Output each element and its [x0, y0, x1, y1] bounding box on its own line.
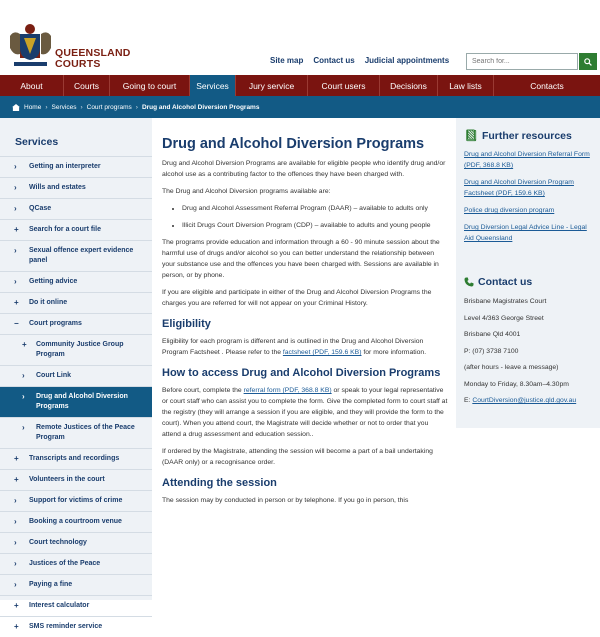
main-content [162, 118, 448, 600]
intro-paragraph: Drug and Alcohol Diversion Programs are available for eligible people who identify drug and/or alcohol use as a contributing factor to the offences they have been charged with. [162, 160, 446, 178]
contact-line: P: (07) 3738 7100 [464, 347, 519, 355]
nav-court-users[interactable]: Court users [308, 75, 380, 96]
referral-form-link[interactable]: referral form (PDF, 368.8 KB) [243, 387, 332, 394]
sidebar-item-label: SMS reminder service [29, 623, 103, 630]
sidebar-item-label: Support for victims of crime [29, 497, 123, 504]
sidebar-list [0, 156, 152, 637]
chevron-right-icon: › [45, 103, 48, 111]
chevron-right-icon: › [14, 162, 17, 171]
list-item: • Drug and Alcohol Assessment Referral Program (DAAR) – available to adults only [182, 203, 448, 214]
breadcrumb-court-programs[interactable]: Court programs [86, 103, 132, 111]
nav-jury-service[interactable]: Jury service [236, 75, 308, 96]
programs-list [182, 203, 448, 231]
referral-form-resource-link[interactable]: Drug and Alcohol Diversion Referral Form (PDF, 368.8 KB) [464, 151, 590, 169]
logo-line1: QUEENSLAND [55, 47, 131, 59]
phone-icon [464, 277, 474, 287]
sidebar-item-label: Court programs [29, 320, 82, 327]
eligibility-text: Eligibility for each program is different and is outlined in the Drug and Alcohol Diversion Program Factsheet . Please refer to the [162, 338, 424, 356]
sessions-paragraph: The programs provide education and information through a 60 - 90 minute session about the harmful use of drugs and/or alcohol so you can better understand the relationship between your substance use and the offences you have been charged with. Sessions are available in person, or by phone. [162, 239, 440, 279]
sidebar-item[interactable] [0, 469, 152, 490]
logo-line2: COURTS [55, 58, 101, 70]
plus-icon: + [14, 298, 19, 307]
sidebar-item-label: Sexual offence expert evidence panel [29, 247, 134, 264]
chevron-right-icon: › [14, 559, 17, 568]
sidebar-item[interactable] [0, 616, 152, 637]
plus-icon: + [14, 454, 19, 463]
breadcrumb [0, 96, 600, 118]
chevron-right-icon: › [14, 277, 17, 286]
queensland-crest-logo[interactable] [8, 22, 53, 70]
sidebar-item-label: Court Link [36, 372, 71, 379]
search-input[interactable] [467, 54, 577, 69]
chevron-right-icon: › [22, 423, 25, 432]
sidebar-item-label: Getting an interpreter [29, 163, 101, 170]
book-icon: 📗︎ [464, 130, 478, 142]
plus-icon: + [14, 475, 19, 484]
breadcrumb-current: Drug and Alcohol Diversion Programs [141, 103, 260, 111]
list-item: • Illicit Drugs Court Diversion Program (CDP) – available to adults and young people [182, 220, 448, 231]
sidebar [0, 118, 152, 631]
plus-icon: + [14, 622, 19, 631]
attending-heading: Attending the session [162, 477, 277, 489]
contact-line: Level 4/363 George Street [464, 314, 544, 322]
plus-icon: + [14, 601, 19, 610]
sidebar-item-label: Interest calculator [29, 602, 90, 609]
right-panel [456, 118, 600, 428]
sidebar-item[interactable] [0, 532, 152, 553]
sidebar-item[interactable] [0, 334, 152, 365]
search-button[interactable] [579, 53, 597, 70]
contact-us-link[interactable]: Contact us [313, 56, 355, 65]
contact-line: Monday to Friday, 8.30am–4.30pm [464, 380, 569, 388]
chevron-right-icon: › [14, 183, 17, 192]
sidebar-item[interactable] [0, 177, 152, 198]
further-resources-heading [464, 129, 572, 142]
contact-line: (after hours - leave a message) [464, 364, 559, 371]
search-box [466, 53, 578, 70]
further-resources-title: Further resources [481, 129, 572, 142]
access-text-end: or speak to your legal representative or court staff who can assist you to complete the form. Give the completed form to court staff at the registry (they will arrange a session if you are eligible, and they will provide the form to the court). When you attend court, the Magistrate will decide whether or not to order that you attend a drug assessment and education session.. [162, 387, 448, 438]
factsheet-resource-link[interactable]: Drug and Alcohol Diversion Program Factsheet (PDF, 159.6 KB) [464, 179, 574, 197]
contact-line: Brisbane Magistrates Court [464, 298, 547, 305]
sidebar-item-label: Drug and Alcohol Diversion Programs [36, 393, 128, 410]
sidebar-item-label: Booking a courtroom venue [29, 518, 122, 525]
contact-line: Brisbane Qld 4001 [464, 331, 521, 338]
attending-paragraph: The session may by conducted in person or by telephone. If you go in person, this [162, 497, 409, 504]
chevron-right-icon: › [80, 103, 83, 111]
access-paragraph [162, 385, 448, 440]
sidebar-item[interactable] [0, 574, 152, 595]
sidebar-item[interactable] [0, 271, 152, 292]
sidebar-item[interactable] [0, 386, 152, 417]
sidebar-item-label: Search for a court file [29, 226, 101, 233]
sidebar-item[interactable] [0, 490, 152, 511]
email-label: E: [464, 397, 473, 404]
sidebar-item-label: Justices of the Peace [29, 560, 101, 567]
sidebar-item-label: Getting advice [29, 278, 78, 285]
sidebar-item-label: Transcripts and recordings [29, 455, 120, 462]
judicial-appointments-link[interactable]: Judicial appointments [364, 56, 450, 65]
eligibility-text-end: for more information. [361, 349, 427, 356]
site-header [0, 0, 600, 75]
chevron-right-icon: › [14, 204, 17, 213]
utility-links [270, 56, 449, 65]
sidebar-item-label: Volunteers in the court [29, 476, 105, 483]
nav-about[interactable]: About [0, 75, 64, 96]
contact-us-heading [464, 276, 532, 288]
sidebar-item[interactable] [0, 198, 152, 219]
sidebar-item-label: QCase [29, 205, 52, 212]
search-icon [584, 58, 592, 66]
sidebar-item[interactable] [0, 417, 152, 448]
police-diversion-link[interactable]: Police drug diversion program [464, 207, 555, 214]
sidebar-item-label: Community Justice Group Program [36, 341, 124, 358]
chevron-right-icon: › [14, 246, 17, 255]
sidebar-item-label: Paying a fine [29, 581, 73, 588]
nav-contacts[interactable]: Contacts [530, 80, 564, 91]
sidebar-item[interactable] [0, 240, 152, 271]
home-icon [12, 104, 20, 111]
nav-law-lists[interactable]: Law lists [438, 75, 494, 96]
resources-list [464, 149, 596, 250]
sidebar-item[interactable] [0, 365, 152, 386]
sidebar-title[interactable]: Services [15, 136, 59, 148]
chevron-right-icon: › [22, 392, 25, 401]
sidebar-item[interactable] [0, 292, 152, 313]
contact-email-line [464, 395, 598, 406]
email-link[interactable]: CourtDiversion@justice.qld.gov.au [472, 397, 577, 404]
sidebar-item[interactable] [0, 219, 152, 240]
sidebar-item[interactable] [0, 313, 152, 334]
nav-decisions[interactable]: Decisions [380, 75, 438, 96]
sidebar-item[interactable] [0, 448, 152, 469]
sidebar-item[interactable] [0, 553, 152, 574]
nav-going-to-court[interactable]: Going to court [110, 75, 190, 96]
sidebar-item-label: Court technology [29, 539, 87, 546]
page-title: Drug and Alcohol Diversion Programs [162, 136, 425, 152]
chevron-right-icon: › [14, 538, 17, 547]
sidebar-item[interactable] [0, 511, 152, 532]
main-navigation [0, 75, 600, 96]
factsheet-link[interactable]: factsheet (PDF, 159.6 KB) [282, 349, 362, 356]
plus-icon: + [14, 225, 19, 234]
minus-icon: − [14, 319, 19, 328]
eligibility-paragraph [162, 336, 448, 358]
eligibility-heading: Eligibility [162, 318, 211, 330]
chevron-right-icon: › [14, 580, 17, 589]
nav-courts[interactable]: Courts [64, 75, 110, 96]
chevron-right-icon: › [22, 371, 25, 380]
logo-text [55, 48, 131, 70]
contact-us-title: Contact us [478, 276, 533, 288]
sidebar-item[interactable] [0, 156, 152, 177]
breadcrumb-services[interactable]: Services [51, 103, 77, 111]
contact-details [464, 296, 598, 412]
programs-intro: The Drug and Alcohol Diversion programs available are: [162, 188, 331, 195]
legal-advice-line-link[interactable]: Drug Diversion Legal Advice Line - Legal Aid Queensland [464, 224, 587, 242]
chevron-right-icon: › [135, 103, 138, 111]
sidebar-item-label: Do it online [29, 299, 68, 306]
site-map-link[interactable]: Site map [270, 56, 304, 65]
sidebar-item[interactable] [0, 595, 152, 616]
access-text: Before court, complete the [162, 387, 244, 394]
ordered-paragraph: If ordered by the Magistrate, attending the session will become a part of a bail undertaking (DAAR only) or a recognisance order. [162, 448, 433, 466]
sidebar-item-label: Wills and estates [29, 184, 86, 191]
chevron-right-icon: › [14, 517, 17, 526]
plus-icon: + [22, 340, 27, 349]
breadcrumb-home[interactable]: Home [24, 103, 42, 111]
eligible-paragraph: If you are eligible and participate in either of the Drug and Alcohol Diversion Programs the charges you are referred for will not appear on your Criminal History. [162, 289, 432, 307]
nav-services[interactable]: Services [190, 75, 236, 96]
sidebar-item-label: Remote Justices of the Peace Program [36, 424, 135, 441]
chevron-right-icon: › [14, 496, 17, 505]
access-heading: How to access Drug and Alcohol Diversion Programs [162, 367, 441, 379]
